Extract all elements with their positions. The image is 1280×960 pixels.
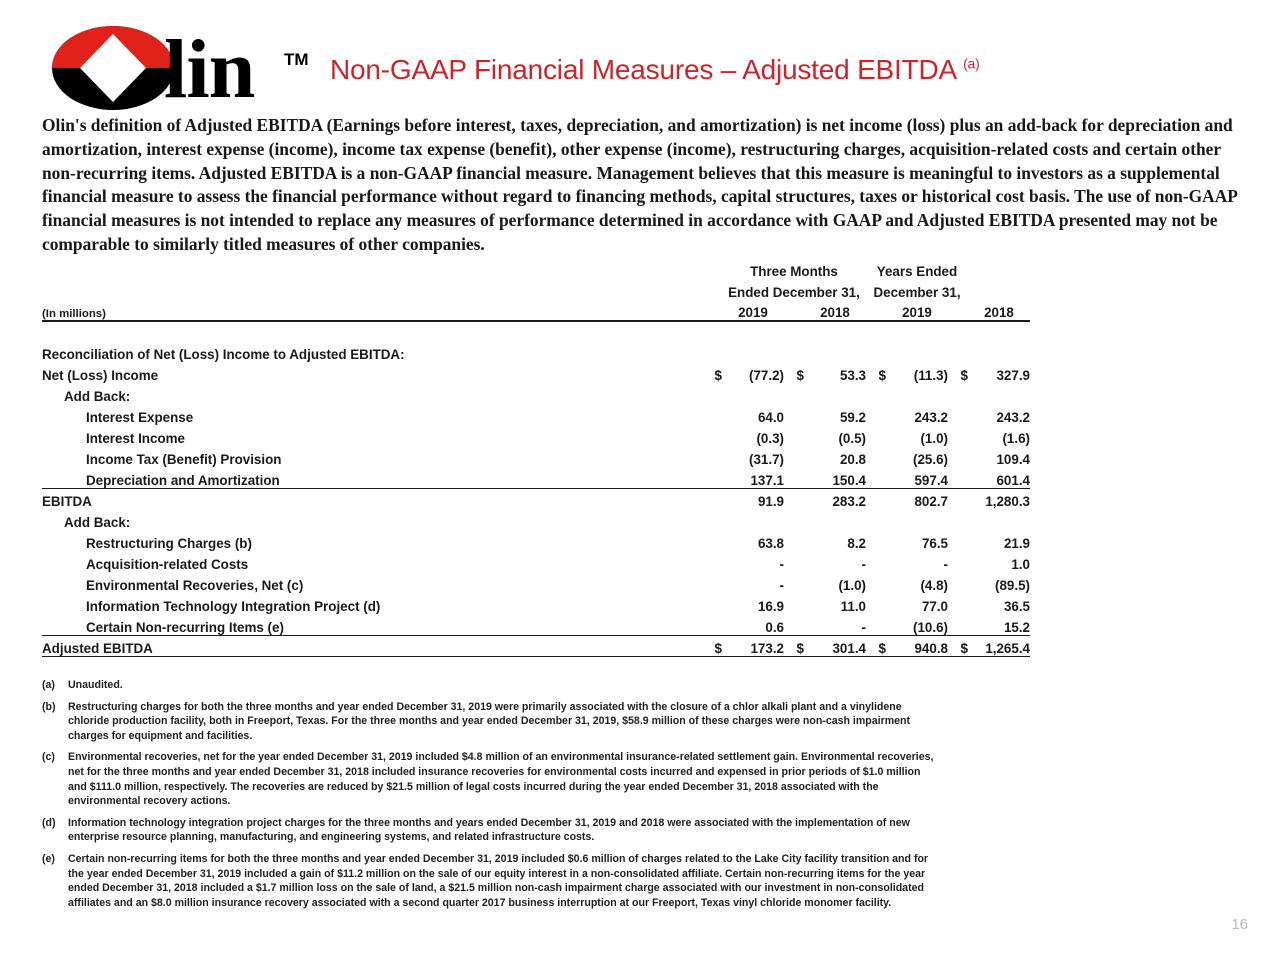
footnote-c	[42, 750, 942, 808]
table-row	[42, 572, 1030, 593]
row-value: 1,280.3	[985, 494, 1030, 509]
row-label: Interest Expense	[86, 410, 194, 425]
adjusted-ebitda-table	[42, 258, 1030, 657]
group-header-years-ended-line2: December 31,	[873, 285, 961, 300]
row-value: (1.6)	[1002, 431, 1030, 446]
row-value: 64.0	[757, 410, 784, 425]
trademark-symbol: TM	[284, 50, 309, 69]
row-value: 283.2	[832, 494, 866, 509]
table-group-header-row-2	[42, 279, 1030, 300]
currency-symbol: $	[878, 368, 886, 383]
row-label: Net (Loss) Income	[42, 368, 159, 383]
currency-symbol: $	[714, 368, 722, 383]
row-value: (89.5)	[995, 578, 1030, 593]
table-total-row	[42, 635, 1030, 656]
footnote-text: Unaudited.	[68, 679, 123, 691]
row-value: 16.9	[757, 599, 784, 614]
page-title-footnote-ref: (a)	[963, 55, 980, 72]
row-value: 173.2	[722, 635, 784, 656]
currency-symbol: $	[960, 368, 968, 383]
currency-symbol: $	[784, 635, 804, 656]
row-value: 601.4	[968, 467, 1030, 488]
currency-symbol: $	[702, 635, 722, 656]
row-label: Income Tax (Benefit) Provision	[86, 452, 282, 467]
add-back-label: Add Back:	[64, 389, 131, 404]
currency-symbol: $	[866, 635, 886, 656]
row-label: Information Technology Integration Project (d)	[86, 599, 381, 614]
row-value: 11.0	[840, 599, 866, 614]
olin-logo-wordmark: lin	[164, 23, 255, 116]
page-title	[330, 54, 980, 86]
column-header-fy-2018: 2018	[968, 300, 1030, 321]
row-value: -	[779, 557, 784, 572]
row-value: 1.0	[1011, 557, 1030, 572]
row-value: 8.2	[847, 536, 866, 551]
page-title-text: Non-GAAP Financial Measures – Adjusted EBITDA	[330, 54, 956, 85]
table-subheader-row	[42, 383, 1030, 404]
row-value: 76.5	[921, 536, 948, 551]
footnotes-block	[42, 678, 942, 917]
row-label: Adjusted EBITDA	[42, 635, 702, 656]
table-row	[42, 593, 1030, 614]
row-value: -	[943, 557, 948, 572]
row-label: Depreciation and Amortization	[42, 467, 702, 488]
table-row	[42, 488, 1030, 509]
table-group-header-row-1	[42, 258, 1030, 279]
row-label: EBITDA	[42, 494, 92, 509]
table-row	[42, 614, 1030, 635]
units-label: (In millions)	[42, 300, 702, 321]
footnote-a	[42, 678, 942, 693]
row-value: 63.8	[757, 536, 784, 551]
row-value: 77.0	[921, 599, 948, 614]
row-value: 243.2	[914, 410, 948, 425]
row-value: (1.0)	[838, 578, 866, 593]
row-value: -	[804, 614, 866, 635]
definition-paragraph: Olin's definition of Adjusted EBITDA (Earnings before interest, taxes, depreciation, and amortization) is net income (loss) plus an add-back for depreciation and amortization, interest expense (income), income tax expense (benefit), other expense (income), restructuring charges, acquisition-related costs and certain other non-recurring items. Adjusted EBITDA is a non-GAAP financial measure. Management believes that this measure is meaningful to investors as a supplemental financial measure to assess the financial performance without regard to financing methods, capital structures, taxes or historical cost basis. The use of non-GAAP financial measures is not intended to replace any measures of performance determined in accordance with GAAP and Adjusted EBITDA presented may not be comparable to similarly titled measures of other companies.	[42, 115, 1237, 254]
row-value: 802.7	[914, 494, 948, 509]
currency-symbol: $	[948, 635, 968, 656]
column-header-q4-2018: 2018	[804, 300, 866, 321]
row-value: (25.6)	[913, 452, 948, 467]
row-value: (4.8)	[920, 578, 948, 593]
row-value: -	[779, 578, 784, 593]
row-value: (0.5)	[838, 431, 866, 446]
group-header-three-months-line1: Three Months	[750, 264, 838, 279]
olin-logo-mark-icon	[52, 26, 174, 110]
row-value: 327.9	[996, 368, 1030, 383]
row-value: (1.0)	[920, 431, 948, 446]
page-number: 16	[1231, 916, 1248, 933]
row-value: 21.9	[1003, 536, 1030, 551]
column-header-fy-2019: 2019	[886, 300, 948, 321]
footnote-d	[42, 816, 942, 845]
footnote-text: Certain non-recurring items for both the three months and year ended December 31, 2019 included $0.6 million of charges related to the Lake City facility transition and for the year ended December 31, 2019 included a gain of $11.2 million on the sale of our equity interest in a non-consolidated affiliate. Certain non-recurring items for the year ended December 31, 2018 included a $1.7 million loss on the sale of land, a $21.5 million non-cash impairment charge associated with our investment in non-consolidated affiliates and an $8.0 million insurance recovery associated with a second quarter 2017 business interruption at our Freeport, Texas vinyl chloride monomer facility.	[68, 852, 929, 909]
column-header-q4-2019: 2019	[722, 300, 784, 321]
row-label: Interest Income	[86, 431, 185, 446]
footnote-e	[42, 852, 942, 910]
row-value: 940.8	[886, 635, 948, 656]
footnote-marker: (e)	[42, 852, 55, 865]
row-value: 301.4	[804, 635, 866, 656]
row-value: 109.4	[996, 452, 1030, 467]
row-value: 137.1	[722, 467, 784, 488]
footnote-b	[42, 700, 942, 744]
footnote-marker: (c)	[42, 751, 55, 764]
table-section-title-row	[42, 341, 1030, 362]
table-year-header-row	[42, 300, 1030, 321]
footnote-marker: (a)	[42, 679, 55, 691]
footnote-marker: (b)	[42, 700, 56, 713]
table-row	[42, 362, 1030, 383]
olin-logo	[52, 22, 309, 116]
section-title: Reconciliation of Net (Loss) Income to Adjusted EBITDA:	[42, 347, 405, 362]
table-spacer	[42, 321, 1030, 341]
row-value: 59.2	[839, 410, 866, 425]
group-header-three-months-line2: Ended December 31,	[728, 285, 860, 300]
row-value: (0.3)	[756, 431, 784, 446]
footnote-marker: (d)	[42, 816, 56, 829]
row-value: 243.2	[996, 410, 1030, 425]
row-value: 36.5	[1003, 599, 1030, 614]
row-value: 53.3	[839, 368, 866, 383]
row-value: 150.4	[804, 467, 866, 488]
row-value: 597.4	[886, 467, 948, 488]
row-value: 20.8	[839, 452, 866, 467]
row-label: Acquisition-related Costs	[86, 557, 249, 572]
table-subheader-row	[42, 509, 1030, 530]
row-label: Certain Non-recurring Items (e)	[42, 614, 702, 635]
table-row	[42, 446, 1030, 467]
row-value: 0.6	[722, 614, 784, 635]
row-value: (11.3)	[913, 368, 948, 383]
table-row	[42, 467, 1030, 488]
table-row	[42, 530, 1030, 551]
row-value: (31.7)	[749, 452, 784, 467]
footnote-text: Environmental recoveries, net for the year ended December 31, 2019 included $4.8 million of an environmental insurance-related settlement gain. Environmental recoveries, net for the three months and year ended December 31, 2018 included insurance recoveries for environmental costs incurred and expensed in prior periods of $1.0 million and $111.0 million, respectively. The recoveries are reduced by $21.5 million of legal costs incurred during the year ended December 31, 2018 associated with the environmental recovery actions.	[68, 751, 934, 808]
row-value: (10.6)	[886, 614, 948, 635]
slide-header	[0, 0, 1280, 116]
row-label: Restructuring Charges (b)	[86, 536, 252, 551]
row-value: 1,265.4	[968, 635, 1030, 656]
table-row	[42, 425, 1030, 446]
row-value: 91.9	[757, 494, 784, 509]
group-header-years-ended-line1: Years Ended	[876, 264, 958, 279]
row-value: -	[861, 557, 866, 572]
row-value: (77.2)	[749, 368, 784, 383]
table-row	[42, 404, 1030, 425]
footnote-text: Restructuring charges for both the three months and year ended December 31, 2019 were primarily associated with the closure of a chlor alkali plant and a vinylidene chloride production facility, both in Freeport, Texas. For the three months and year ended December 31, 2019, $58.9 million of these charges were non-cash impairment charges for equipment and facilities.	[68, 700, 911, 742]
footnote-text: Information technology integration project charges for the three months and years ended December 31, 2019 and 2018 were associated with the implementation of new enterprise resource planning, manufacturing, and engineering systems, and related infrastructure costs.	[68, 816, 910, 844]
row-value: 15.2	[968, 614, 1030, 635]
add-back-label: Add Back:	[64, 515, 131, 530]
row-label: Environmental Recoveries, Net (c)	[86, 578, 304, 593]
table-row	[42, 551, 1030, 572]
currency-symbol: $	[796, 368, 804, 383]
